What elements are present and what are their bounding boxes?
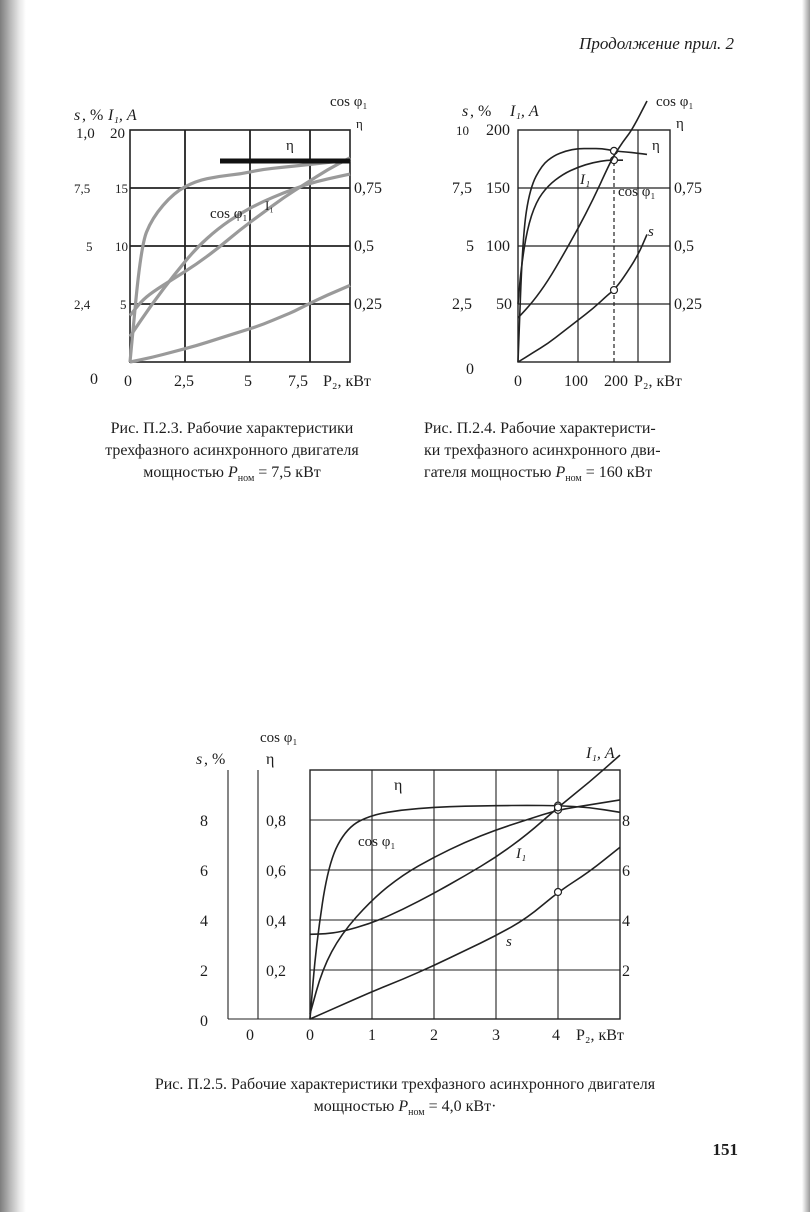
chart-grid: [518, 130, 670, 362]
label-s-5: 5: [86, 239, 93, 254]
cos-eta-tick-0: 0: [246, 1027, 254, 1044]
s-tick-8: 8: [200, 813, 208, 830]
curve-label-current: I₁: [265, 198, 274, 213]
curve-cos-phi: [518, 157, 623, 304]
i-tick-2: 2: [622, 963, 630, 980]
running-title: Продолжение прил. 2: [579, 34, 734, 53]
label-i-200: 200: [486, 122, 510, 139]
axis-title-s: s: [196, 751, 203, 768]
axis-title-current: I₁, А: [510, 103, 539, 120]
caption-line: ки трехфазного асинхронного дви-: [424, 442, 661, 459]
axis-title-eta: η: [266, 751, 275, 768]
x-tick-1: 100: [564, 373, 588, 390]
series-line-c23-i: [130, 174, 350, 336]
x-tick-0: 0: [306, 1027, 314, 1044]
curve-slip: [130, 285, 350, 362]
x-axis-title: P₂, кВт: [634, 373, 682, 390]
x-tick-2: 200: [604, 373, 628, 390]
x-tick-4: 4: [552, 1027, 560, 1044]
cos-eta-tick-08: 0,8: [266, 813, 286, 830]
label-origin-left: 0: [466, 361, 474, 378]
curve-eta: [310, 802, 620, 1019]
curve-label-s: s: [506, 934, 512, 950]
page-number: 151: [712, 1140, 738, 1159]
cos-eta-tick-06: 0,6: [266, 863, 286, 880]
series-line-c24-i: [518, 101, 647, 318]
caption-line: мощностью $P_{ном} = 4,0$ кВт·: [313, 1098, 497, 1119]
caption-line: Рис. П.2.3. Рабочие характеристики: [110, 420, 354, 437]
s-tick-4: 4: [200, 913, 208, 930]
figure-2-3-caption: [62, 418, 402, 490]
label-s-75: 7,5: [452, 180, 472, 197]
book-spine-shadow: [0, 0, 26, 1212]
curve-label-eta: η: [394, 777, 403, 794]
axis-title-eta: η: [676, 116, 684, 132]
x-tick-0: 0: [514, 373, 522, 390]
x-tick-2: 2: [430, 1027, 438, 1044]
curve-label-cos: cos φ₁: [358, 834, 396, 850]
x-tick-1: 2,5: [174, 373, 194, 390]
axis-title-cos: cos φ₁: [330, 94, 368, 110]
curve-cos-phi: [310, 800, 620, 1014]
series-line-c24-s: [518, 234, 647, 362]
x-tick-0: 0: [124, 373, 132, 390]
curve-label-eta: η: [286, 138, 294, 154]
axis-title-current: I₁, А: [586, 745, 615, 762]
rated-point-marker: [555, 804, 562, 811]
s-tick-0: 0: [200, 1013, 208, 1030]
curve-label-cos: cos φ₁: [210, 206, 248, 222]
series-line-c25-i: [310, 755, 620, 934]
rated-point-marker: [555, 889, 562, 896]
curve-current: [518, 101, 647, 318]
label-s-10: 10: [456, 123, 469, 138]
curve-label-eta: η: [652, 138, 660, 154]
right-tick-075: 0,75: [674, 180, 702, 197]
axis-title-s-unit: , %: [82, 107, 104, 124]
figure-2-5-chart: [190, 722, 640, 1052]
right-tick-05: 0,5: [674, 238, 694, 255]
figure-2-4-chart: [430, 88, 740, 398]
x-tick-3: 7,5: [288, 373, 308, 390]
label-left-top-s: 1,0: [76, 126, 95, 142]
label-s-25: 2,5: [452, 296, 472, 313]
page-right-edge: [802, 0, 810, 1212]
figure-2-4-caption: [424, 418, 734, 490]
label-i-5: 5: [120, 297, 127, 312]
figure-2-3-chart: [60, 88, 400, 398]
curve-slip: [310, 847, 620, 1019]
figure-2-5-caption: [40, 1074, 770, 1124]
cos-eta-tick-04: 0,4: [266, 913, 286, 930]
right-tick-025: 0,25: [354, 296, 382, 313]
caption-line: трехфазного асинхронного двигателя: [105, 442, 359, 459]
curve-current: [130, 174, 350, 336]
label-s-5: 5: [466, 238, 474, 255]
axis-title-s: s: [74, 107, 81, 124]
curve-label-cos: cos φ₁: [618, 184, 656, 200]
i-tick-8: 8: [622, 813, 630, 830]
series-line-c25-s: [310, 847, 620, 1019]
caption-line: мощностью $P_{ном} = 7,5$ кВт: [143, 464, 321, 485]
x-tick-2: 5: [244, 373, 252, 390]
curve-label-current: I₁: [580, 172, 591, 188]
right-tick-025: 0,25: [674, 296, 702, 313]
s-tick-2: 2: [200, 963, 208, 980]
label-i-150: 150: [486, 180, 510, 197]
s-tick-6: 6: [200, 863, 208, 880]
series-line-c25-eta: [310, 805, 620, 1019]
label-origin-left: 0: [90, 371, 98, 388]
cos-eta-tick-02: 0,2: [266, 963, 286, 980]
x-tick-3: 3: [492, 1027, 500, 1044]
label-left-top-i: 20: [110, 126, 125, 142]
i-tick-4: 4: [622, 913, 630, 930]
curve-label-s: s: [648, 224, 654, 240]
i-tick-6: 6: [622, 863, 630, 880]
x-axis-title: P₂, кВт: [576, 1027, 624, 1044]
curve-slip: [518, 234, 647, 362]
label-i-15: 15: [115, 181, 128, 196]
label-s-75: 7,5: [74, 181, 91, 196]
label-s-25: 2,4: [74, 297, 91, 312]
caption-line: гателя мощностью $P_{ном} = 160$ кВт: [424, 464, 653, 485]
axis-title-current: I₁, А: [108, 107, 137, 124]
label-i-10: 10: [115, 239, 128, 254]
series-line-c25-cos: [310, 800, 620, 1014]
rated-point-marker: [611, 287, 618, 294]
caption-line: Рис. П.2.4. Рабочие характеристи-: [424, 420, 656, 437]
x-axis-title: P₂, кВт: [323, 373, 371, 390]
axis-title-s-unit: , %: [204, 751, 226, 768]
curve-label-current: I₁: [516, 846, 527, 862]
label-i-100: 100: [486, 238, 510, 255]
caption-line: Рис. П.2.5. Рабочие характеристики трехфазного асинхронного двигателя: [154, 1076, 656, 1093]
label-i-50: 50: [496, 296, 512, 313]
axis-title-cos: cos φ₁: [656, 94, 694, 110]
right-tick-05: 0,5: [354, 238, 374, 255]
axis-title-cos: cos φ₁: [260, 730, 298, 746]
x-tick-1: 1: [368, 1027, 376, 1044]
right-tick-075: 0,75: [354, 180, 382, 197]
axis-title-s: s: [462, 103, 469, 120]
curve-current: [310, 755, 620, 934]
series-line-c23-s: [130, 285, 350, 362]
axis-title-eta: η: [356, 116, 363, 131]
axis-title-s-unit: , %: [470, 103, 492, 120]
